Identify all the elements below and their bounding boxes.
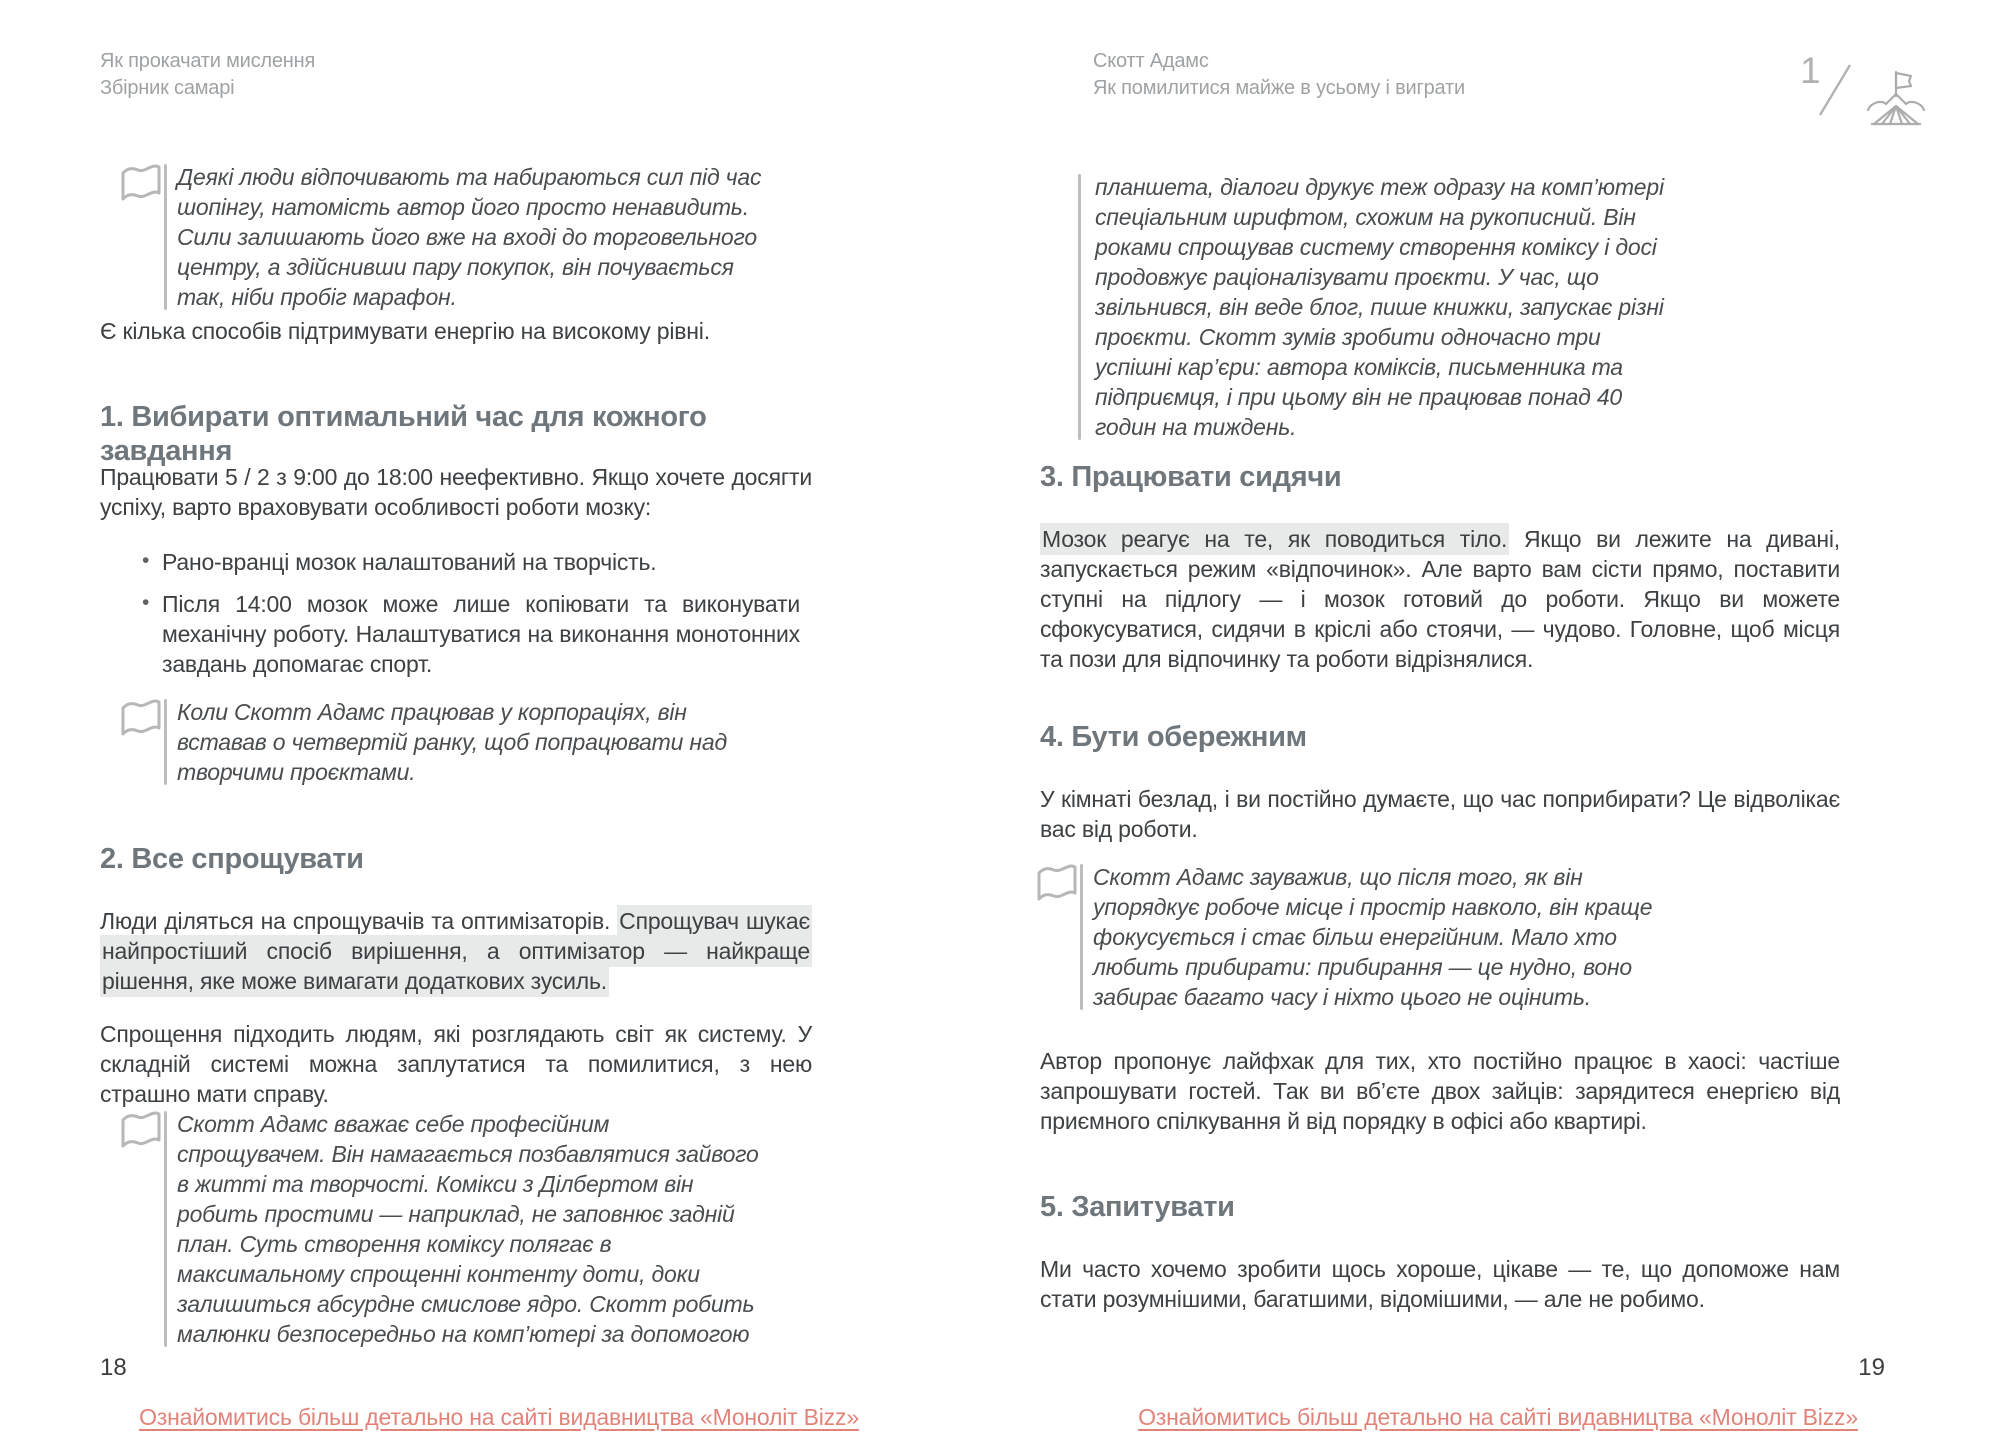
quote-text: планшета, діалоги друкує теж одразу на комп’ютері спеціальним шрифтом, схожим на рукописний. Він роками спрощував систему створення коміксу і досі продовжує раціоналізувати проєкти. У час, що звільнився, він веде блог, пише книжки, запускає різні проєкти. Скотт зумів зробити одночасно три успішні кар’єри: автора коміксів, письменника та підприємця, і при цьому він не працював понад 40 годин на тиждень. — [1095, 174, 1664, 440]
intro-paragraph: Є кілька способів підтримувати енергію на високому рівні. — [100, 318, 710, 344]
section-2-paragraph-2: Спрощення підходить людям, які розглядають світ як систему. У складній системі можна заплутатися та помилитися, з нею страшно мати справу. — [100, 1021, 812, 1107]
section-2-heading: 2. Все спрощувати — [100, 843, 364, 875]
quote-block-corporations — [120, 697, 780, 787]
section-1-heading: 1. Вибирати оптимальний час для кожного завдання — [100, 401, 707, 467]
mountain-flag-icon — [1854, 68, 1938, 126]
bullet-icon: • — [142, 549, 150, 572]
quote-rule — [164, 164, 167, 310]
right-running-head-line1: Скотт Адамс — [1093, 50, 1209, 72]
quote-rule — [164, 1111, 167, 1347]
publisher-link[interactable]: Ознайомитись більш детально на сайті видавництва «Моноліт Bizz» — [1138, 1404, 1858, 1430]
paragraph-text: Якщо ви лежите на дивані, запускається режим «відпочинок». Але варто вам сісти прямо, поставити ступні на підлогу — і мозок готовий до роботи. Якщо ви можете сфокусуватися, сидячи в кріслі або стоячи, — чудово. Головне, щоб місця та пози для відпочинку та роботи відрізнялися. — [1040, 526, 1840, 672]
left-running-head-line1: Як прокачати мислення — [100, 50, 316, 72]
bullet-icon: • — [142, 591, 150, 614]
quote-block-continuation — [1078, 172, 1678, 442]
paragraph-text: Люди діляться на спрощувачів та оптимізаторів. — [100, 908, 618, 934]
chapter-progress-indicator — [1800, 52, 1950, 136]
section-4-heading: 4. Бути обережним — [1040, 721, 1307, 753]
bullet-text: Після 14:00 мозок може лише копіювати та виконувати механічну роботу. Налаштуватися на виконання монотонних завдань допомагає спорт. — [162, 591, 800, 677]
quote-text: Скотт Адамс зауважив, що після того, як він упорядкує робоче місце і простір навколо, він краще фокусується і стає більш енергійним. Мало хто любить прибирати: прибирання — це нудно, воно забирає багато часу і ніхто цього не оцінить. — [1093, 864, 1653, 1010]
section-1-paragraph: Працювати 5 / 2 з 9:00 до 18:00 неефективно. Якщо хочете досягти успіху, варто враховувати особливості роботи мозку: — [100, 464, 812, 520]
quote-rule — [164, 699, 167, 785]
slash-icon — [1816, 62, 1854, 118]
quote-text: Деякі люди відпочивають та набираються сил під час шопінгу, натомість автор його просто ненавидить. Сили залишають його вже на вході до торговельного центру, а здійснивши пару покупок, він почувається так, ніби пробіг марафон. — [177, 164, 762, 310]
list-item — [140, 547, 800, 577]
left-page-number: 18 — [100, 1354, 127, 1381]
section-5-paragraph: Ми часто хочемо зробити щось хороше, цікаве — те, що допоможе нам стати розумнішими, багатшими, відомішими, — але не робимо. — [1040, 1256, 1840, 1312]
highlighted-text: Спрощувач шукає найпростіший спосіб вирішення, а оптимізатор — найкраще рішення, яке може вимагати додаткових зусиль. — [100, 905, 812, 997]
right-page-number: 19 — [1858, 1354, 1885, 1381]
section-4-paragraph-2: Автор пропонує лайфхак для тих, хто постійно працює в хаосі: частіше запрошувати гостей. Так ви вб’єте двох зайців: зарядитеся енергією від приємного спілкування й від порядку в офісі або квартирі. — [1040, 1048, 1840, 1134]
right-running-head — [1093, 48, 1793, 102]
quote-block-tidy-workspace — [1036, 862, 1696, 1012]
highlighted-text: Мозок реагує на те, як поводиться тіло. — [1040, 523, 1509, 555]
quote-text: Скотт Адамс вважає себе професійним спрощувачем. Він намагається позбавлятися зайвого в житті та творчості. Комікси з Ділбертом він робить простими — наприклад, не заповнює задній план. Суть створення коміксу полягає в максимальному спрощенні контенту доти, доки залишиться абсурдне смислове ядро. Скотт робить малюнки безпосередньо на комп’ютері за допомогою — [177, 1111, 759, 1347]
left-running-head-line2: Збірник самарі — [100, 77, 235, 99]
section-3-heading: 3. Працювати сидячи — [1040, 461, 1342, 493]
section-1-bullet-list — [140, 547, 800, 679]
section-4-paragraph-1: У кімнаті безлад, і ви постійно думаєте, що час поприбирати? Це відволікає вас від роботи. — [1040, 786, 1840, 842]
bullet-text: Рано-вранці мозок налаштований на творчість. — [162, 549, 657, 575]
publisher-link[interactable]: Ознайомитись більш детально на сайті видавництва «Моноліт Bizz» — [139, 1404, 859, 1430]
flag-icon — [1036, 862, 1078, 908]
left-running-head — [100, 48, 720, 102]
chapter-number: 1 — [1800, 50, 1821, 91]
flag-icon — [120, 162, 162, 208]
quote-text: Коли Скотт Адамс працював у корпораціях, він вставав о четвертій ранку, щоб попрацювати над творчими проєктами. — [177, 699, 727, 785]
quote-block-simplifier — [120, 1109, 780, 1349]
quote-rule — [1078, 174, 1081, 440]
flag-icon — [120, 1109, 162, 1155]
quote-rule — [1080, 864, 1083, 1010]
section-5-heading: 5. Запитувати — [1040, 1191, 1235, 1223]
right-running-head-line2: Як помилитися майже в усьому і виграти — [1093, 77, 1465, 99]
right-footer — [999, 1404, 1997, 1431]
quote-block-shopping — [120, 162, 780, 312]
list-item — [140, 589, 800, 679]
section-2-paragraph-1 — [100, 906, 812, 996]
section-3-paragraph — [1040, 524, 1840, 674]
left-footer — [0, 1404, 998, 1431]
flag-icon — [120, 697, 162, 743]
